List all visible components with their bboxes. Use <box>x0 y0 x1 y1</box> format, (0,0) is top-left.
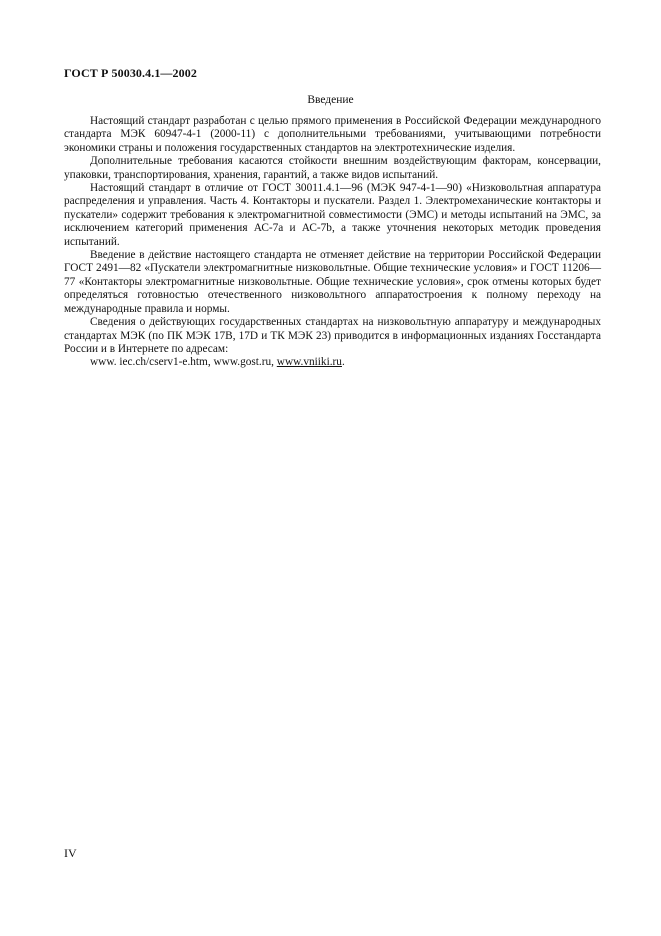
paragraph-differences: Настоящий стандарт в отличие от ГОСТ 30011.4.1—96 (МЭК 947-4-1—90) «Низковольтная аппаратура распределения и управления. Часть 4. Контакторы и пускатели. Раздел 1. Электромеханические контакторы и пускатели» содержит требования к электромагнитной совместимости (ЭМС) и методы испытаний на ЭМС, за исключением категорий применения АС-7а и АС-7b, а также уточнения некоторых методик проведения испытаний. <box>64 182 601 248</box>
url-separator: , <box>271 356 277 369</box>
section-title: Введение <box>307 94 354 106</box>
document-body <box>64 115 601 370</box>
url-separator: , <box>207 356 214 369</box>
document-header: ГОСТ Р 50030.4.1—2002 <box>64 66 197 80</box>
url-gost[interactable]: www.gost.ru <box>213 356 272 369</box>
url-vniiki-link[interactable]: www.vniiki.ru <box>276 356 342 369</box>
paragraph-additional-requirements: Дополнительные требования касаются стойкости внешним воздействующим факторам, консервации, упаковки, транспортирования, хранения, гарантий, а также видов испытаний. <box>64 155 601 181</box>
paragraph-information: Сведения о действующих государственных стандартах на низковольтную аппаратуру и международных стандартах МЭК (по ПК МЭК 17В, 17D и ТК МЭК 23) приводится в информационных изданиях Госстандарта России и в Интернете по адресам: <box>64 316 601 355</box>
url-end-period: . <box>341 356 345 369</box>
paragraph-effect: Введение в действие настоящего стандарта не отменяет действие на территории Российской Федерации ГОСТ 2491—82 «Пускатели электромагнитные низковольтные. Общие технические условия» и ГОСТ 11206—77 «Контакторы электромагнитные низковольтные. Общие технические условия», срок отмены которых будет определяться готовностью отечественного низковольтного аппаратостроения к полному переходу на международные правила и нормы. <box>64 249 601 315</box>
url-list <box>64 356 601 369</box>
page-number: IV <box>64 846 77 860</box>
paragraph-purpose: Настоящий стандарт разработан с целью прямого применения в Российской Федерации международного стандарта МЭК 60947-4-1 (2000-11) с дополнительными требованиями, учитывающими потребности экономики страны и положения государственных стандартов на электротехнические изделия. <box>64 115 601 154</box>
url-iec[interactable]: www. iec.ch/cserv1-e.htm <box>90 356 208 369</box>
